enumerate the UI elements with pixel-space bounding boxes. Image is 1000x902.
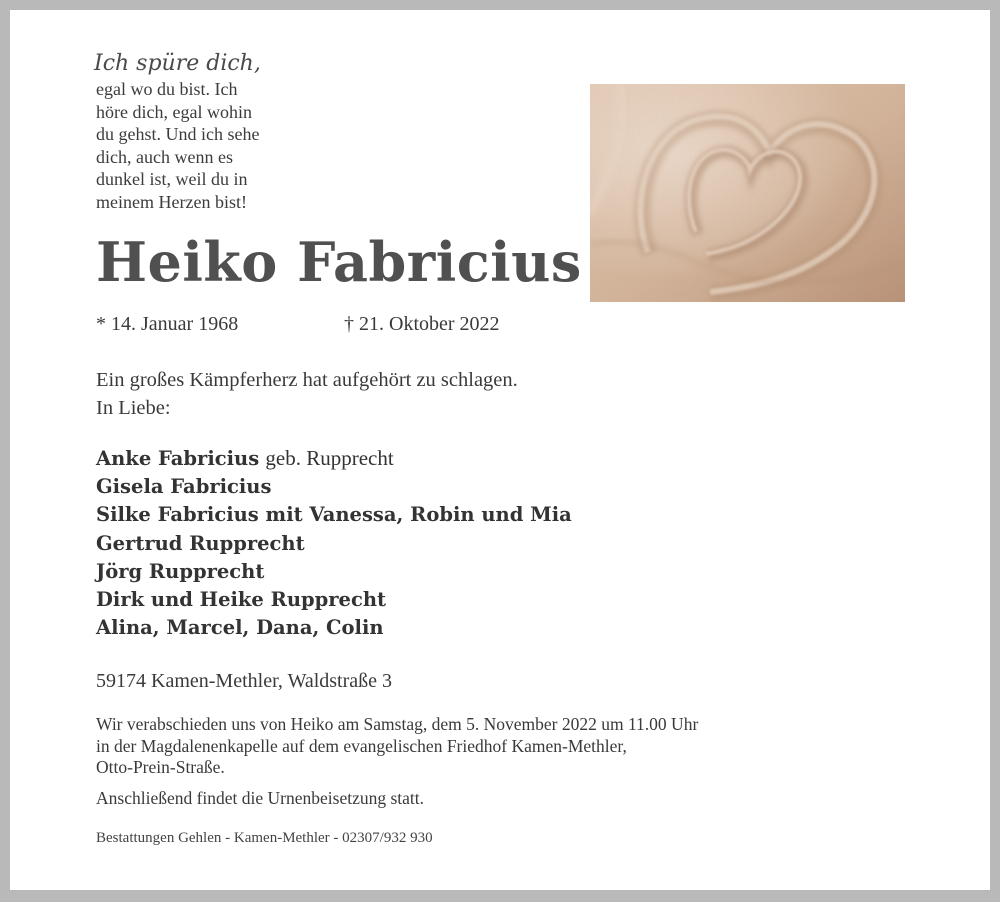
family-member <box>96 586 572 614</box>
service-line: Wir verabschieden uns von Heiko am Samstag, dem 5. November 2022 um 11.00 Uhr <box>96 714 699 734</box>
in-love-label: In Liebe: <box>96 397 171 419</box>
family-member <box>96 558 572 586</box>
poem-heading: Ich spüre dich, <box>94 51 261 76</box>
mourning-sentence: Ein großes Kämpferherz hat aufgehört zu schlagen. <box>96 369 518 391</box>
family-member-name: Gertrud Rupprecht <box>96 531 305 555</box>
burial-note: Anschließend findet die Urnenbeisetzung statt. <box>96 788 425 808</box>
family-list <box>96 444 572 642</box>
obituary-card <box>10 10 990 890</box>
deceased-name: Heiko Fabricius <box>96 230 582 294</box>
family-member <box>96 501 572 529</box>
family-member <box>96 614 572 642</box>
family-member <box>96 530 572 558</box>
family-member <box>96 444 572 473</box>
death-date: † 21. Oktober 2022 <box>344 313 500 335</box>
family-member-name: Jörg Rupprecht <box>96 559 265 583</box>
address: 59174 Kamen-Methler, Waldstraße 3 <box>96 670 393 692</box>
mourning-message <box>96 366 518 422</box>
poem-line: meinem Herzen bist! <box>96 191 247 212</box>
family-member-name: Dirk und Heike Rupprecht <box>96 588 387 612</box>
poem-line: egal wo du bist. Ich <box>96 79 238 99</box>
family-member-name: Gisela Fabricius <box>96 475 272 499</box>
family-member <box>96 473 572 501</box>
service-details <box>96 714 698 779</box>
service-line: Otto-Prein-Straße. <box>96 757 225 777</box>
sand-heart-photo <box>590 84 905 302</box>
funeral-home-footer: Bestattungen Gehlen - Kamen-Methler - 02307/932 930 <box>96 830 433 846</box>
poem-line: höre dich, egal wohin <box>96 101 252 122</box>
poem <box>96 50 396 213</box>
family-member-note: geb. Rupprecht <box>265 446 394 470</box>
poem-line: dunkel ist, weil du in <box>96 169 248 189</box>
poem-line: du gehst. Und ich sehe <box>96 124 260 144</box>
poem-line: dich, auch wenn es <box>96 146 233 167</box>
family-member-name: Anke Fabricius <box>96 447 260 470</box>
service-line: in der Magdalenenkapelle auf dem evangelischen Friedhof Kamen-Methler, <box>96 735 627 756</box>
family-member-name: Alina, Marcel, Dana, Colin <box>96 616 384 640</box>
family-member-name: Silke Fabricius mit Vanessa, Robin und Mia <box>96 503 572 527</box>
birth-date: * 14. Januar 1968 <box>96 313 239 335</box>
